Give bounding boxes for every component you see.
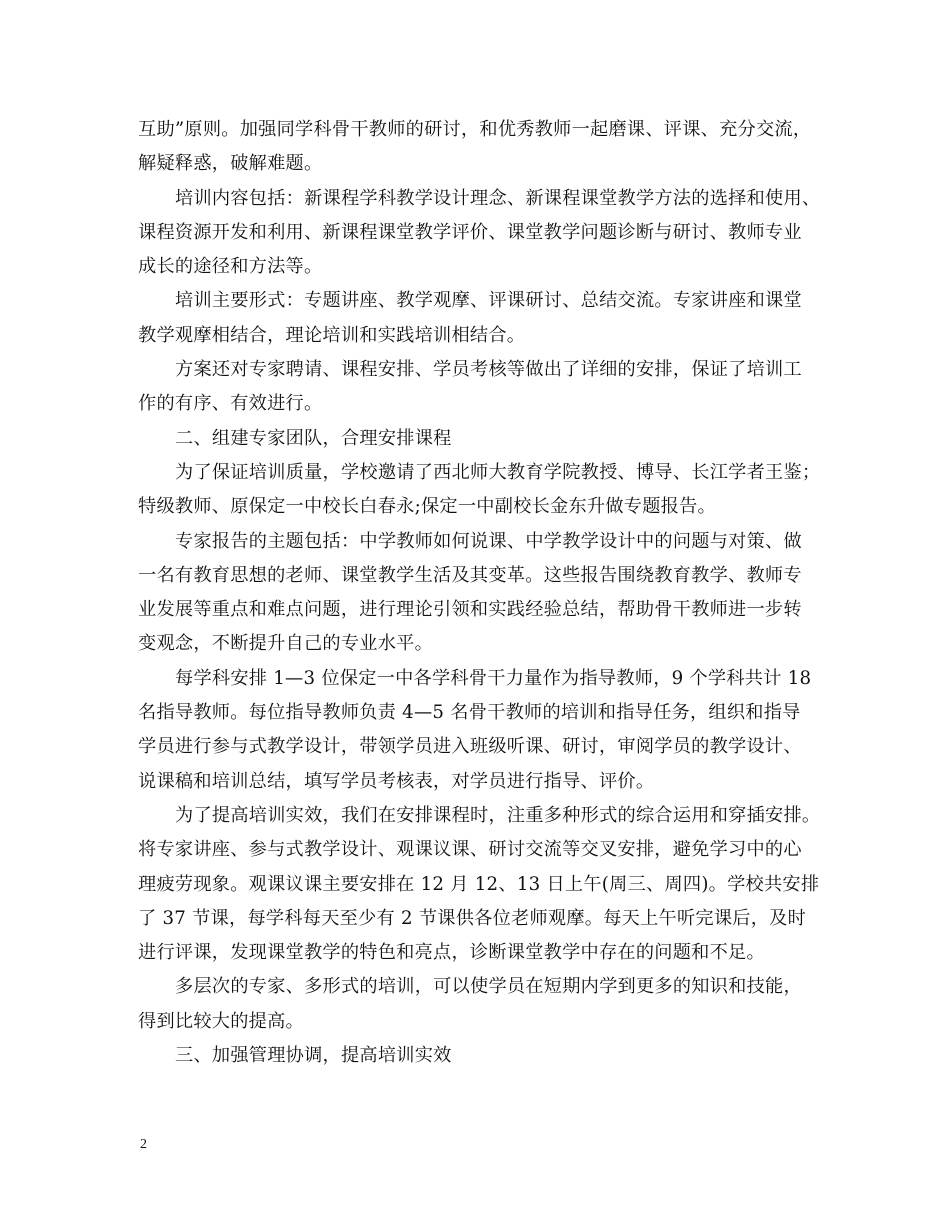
text-line: 培训主要形式：专题讲座、教学观摩、评课研讨、总结交流。专家讲座和课堂 bbox=[175, 290, 802, 312]
text-line: 二、组建专家团队，合理安排课程 bbox=[175, 427, 452, 449]
paragraph-course-scheduling bbox=[138, 799, 821, 970]
text-line: 课程资源开发和利用、新课程课堂教学评价、课堂教学问题诊断与研讨、教师专业 bbox=[138, 221, 802, 243]
paragraph-training-forms bbox=[138, 284, 818, 353]
paragraph-training-content bbox=[138, 182, 821, 285]
text-line: 说课稿和培训总结，填写学员考核表，对学员进行指导、评价。 bbox=[138, 770, 655, 792]
text-line: 得到比较大的提高。 bbox=[138, 1010, 304, 1032]
text-line: 进行评课，发现课堂教学的特色和亮点，诊断课堂教学中存在的问题和不足。 bbox=[138, 942, 765, 964]
text-line: 为了提高培训实效，我们在安排课程时，注重多种形式的综合运用和穿插安排。 bbox=[175, 804, 821, 826]
text-line: 一名有教育思想的老师、课堂教学生活及其变革。这些报告围绕教育教学、教师专 bbox=[138, 564, 802, 586]
text-line: 为了保证培训质量，学校邀请了西北师大教育学院教授、博导、长江学者王鉴； bbox=[175, 461, 821, 483]
section-heading-three bbox=[138, 1039, 818, 1073]
paragraph-mentor-arrangement bbox=[138, 662, 818, 799]
paragraph-multilevel-training bbox=[138, 970, 818, 1039]
text-line: 多层次的专家、多形式的培训，可以使学员在短期内学到更多的知识和技能， bbox=[175, 976, 802, 998]
paragraph-continued-principle bbox=[138, 113, 818, 182]
text-line: 互助”原则。加强同学科骨干教师的研讨，和优秀教师一起磨课、评课、充分交流， bbox=[138, 119, 812, 140]
text-line: 将专家讲座、参与式教学设计、观课议课、研讨交流等交叉安排，避免学习中的心 bbox=[138, 839, 802, 861]
paragraph-expert-invitation bbox=[138, 456, 821, 525]
paragraph-report-topics bbox=[138, 525, 818, 662]
text-line: 每学科安排 1—3 位保定一中各学科骨干力量作为指导教师，9 个学科共计 18 bbox=[175, 667, 812, 689]
text-line: 成长的途径和方法等。 bbox=[138, 256, 323, 278]
text-line: 方案还对专家聘请、课程安排、学员考核等做出了详细的安排，保证了培训工 bbox=[175, 359, 802, 381]
text-line: 解疑释惑，破解难题。 bbox=[138, 153, 323, 175]
page-number: 2 bbox=[140, 1137, 147, 1152]
text-line: 教学观摩相结合，理论培训和实践培训相结合。 bbox=[138, 324, 526, 346]
text-line: 名指导教师。每位指导教师负责 4—5 名骨干教师的培训和指导任务，组织和指导 bbox=[138, 702, 801, 724]
text-line: 三、加强管理协调，提高培训实效 bbox=[175, 1045, 452, 1067]
text-line: 作的有序、有效进行。 bbox=[138, 393, 323, 415]
text-line: 培训内容包括：新课程学科教学设计理念、新课程课堂教学方法的选择和使用、 bbox=[175, 187, 821, 209]
paragraph-plan-arrangements bbox=[138, 353, 818, 422]
document-body bbox=[138, 113, 821, 1073]
text-line: 变观念，不断提升自己的专业水平。 bbox=[138, 633, 434, 655]
text-line: 特级教师、原保定一中校长白春永;保定一中副校长金东升做专题报告。 bbox=[138, 496, 716, 518]
text-line: 理疲劳现象。观课议课主要安排在 12 月 12、13 日上午(周三、周四)。学校共安排 bbox=[138, 873, 820, 895]
text-line: 学员进行参与式教学设计，带领学员进入班级听课、研讨，审阅学员的教学设计、 bbox=[138, 736, 802, 758]
text-line: 了 37 节课，每学科每天至少有 2 节课供各位老师观摩。每天上午听完课后，及时 bbox=[138, 907, 807, 929]
text-line: 专家报告的主题包括：中学教师如何说课、中学教学设计中的问题与对策、做 bbox=[175, 530, 802, 552]
text-line: 业发展等重点和难点问题，进行理论引领和实践经验总结，帮助骨干教师进一步转 bbox=[138, 599, 802, 621]
section-heading-two bbox=[138, 422, 818, 456]
